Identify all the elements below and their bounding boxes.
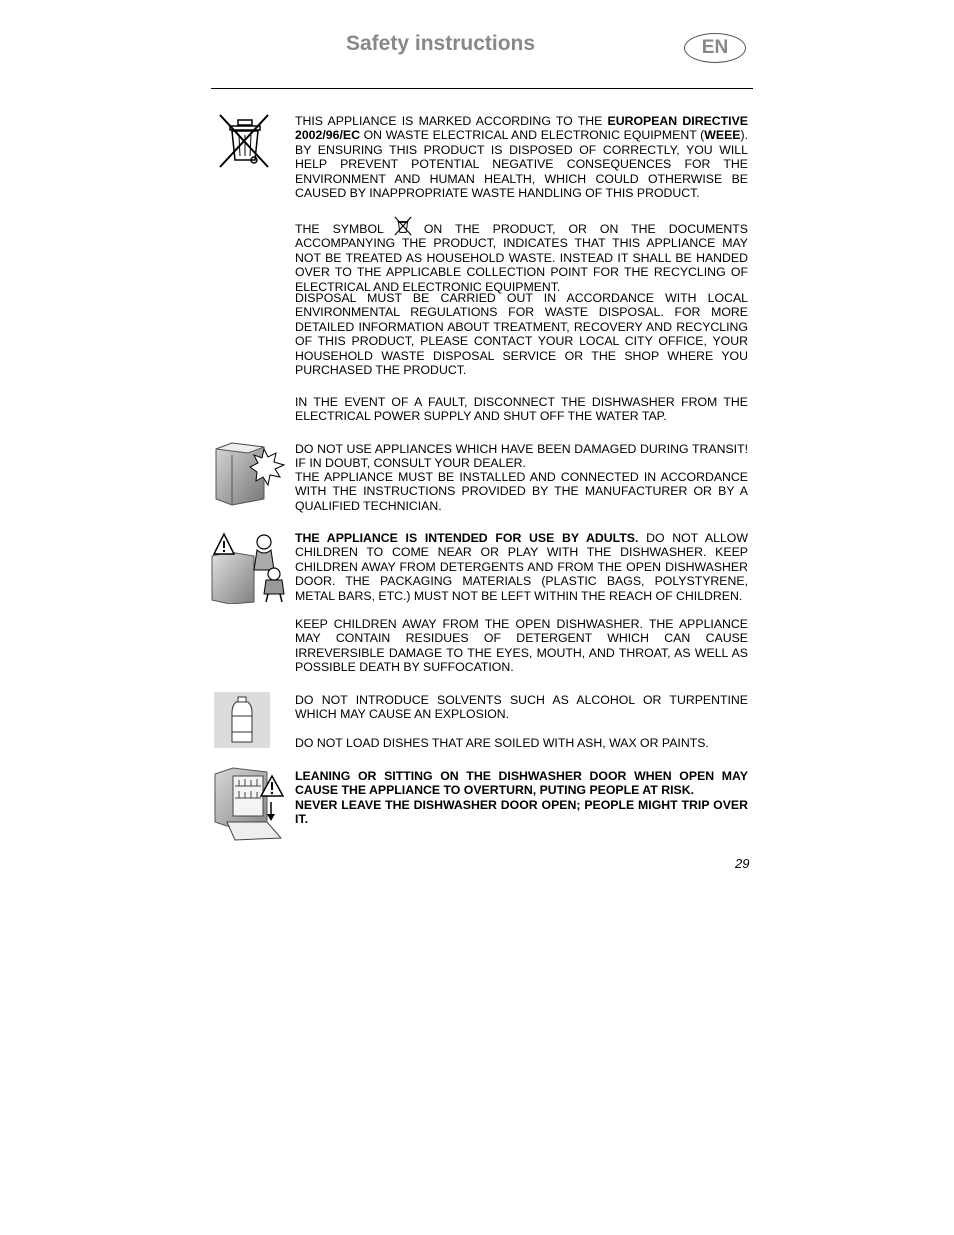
solvents-paragraph-1: DO NOT INTRODUCE SOLVENTS SUCH AS ALCOHOL OR TURPENTINE WHICH MAY CAUSE AN EXPLOSION. (295, 693, 748, 722)
children-warning-icon (210, 530, 286, 604)
transit-paragraph-2: THE APPLIANCE MUST BE INSTALLED AND CONNECTED IN ACCORDANCE WITH THE INSTRUCTIONS PROVIDED BY THE MANUFACTURER OR BY A QUALIFIED TECHNICIAN. (295, 470, 748, 513)
children-paragraph-2: KEEP CHILDREN AWAY FROM THE OPEN DISHWASHER. THE APPLIANCE MAY CONTAIN RESIDUES OF DETERGENT WHICH CAN CAUSE IRREVERSIBLE DAMAGE TO THE EYES, MOUTH, AND THROAT, AS WELL AS POSSIBLE DEATH BY SUFFOCATION. (295, 617, 748, 675)
solvents-paragraph-2: DO NOT LOAD DISHES THAT ARE SOILED WITH ASH, WAX OR PAINTS. (295, 736, 709, 750)
open-door-warning-icon (211, 766, 287, 842)
weee-paragraph-1: THIS APPLIANCE IS MARKED ACCORDING TO THE EUROPEAN DIRECTIVE 2002/96/EC ON WASTE ELECTRICAL AND ELECTRONIC EQUIPMENT (WEEE). BY ENSURING THIS PRODUCT IS DISPOSED OF CORRECTLY, YOU WILL HELP PREVENT POTENTIAL NEGATIVE CONSEQUENCES FOR THE ENVIRONMENT AND HUMAN HEALTH, WHICH COULD OTHERWISE BE CAUSED BY INAPPROPRIATE WASTE HANDLING OF THIS PRODUCT. (295, 114, 748, 201)
small-wheelie-bin-icon (392, 216, 414, 236)
damaged-appliance-icon (212, 439, 286, 509)
transit-paragraph-1: DO NOT USE APPLIANCES WHICH HAVE BEEN DAMAGED DURING TRANSIT! IF IN DOUBT, CONSULT YOUR DEALER. (295, 442, 748, 471)
weee-paragraph-2: THE SYMBOL ON THE PRODUCT, OR ON THE DOCUMENTS ACCOMPANYING THE PRODUCT, INDICATES THAT THIS APPLIANCE MAY NOT BE TREATED AS HOUSEHOLD WASTE. INSTEAD IT SHALL BE HANDED OVER TO THE APPLICABLE COLLECTION POINT FOR THE RECYCLING OF ELECTRICAL AND ELECTRONIC EQUIPMENT. (295, 216, 748, 294)
children-paragraph-1: THE APPLIANCE IS INTENDED FOR USE BY ADULTS. DO NOT ALLOW CHILDREN TO COME NEAR OR PLAY WITH THE DISHWASHER. KEEP CHILDREN AWAY FROM DETERGENTS AND FROM THE OPEN DISHWASHER DOOR. THE PACKAGING MATERIALS (PLASTIC BAGS, POLYSTYRENE, METAL BARS, ETC.) MUST NOT BE LEFT WITHIN THE REACH OF CHILDREN. (295, 531, 748, 603)
page-title: Safety instructions (346, 32, 536, 55)
language-badge: EN (684, 33, 746, 63)
solvent-bottle-icon (214, 692, 270, 748)
page-number: 29 (735, 856, 750, 871)
door-paragraph-1: LEANING OR SITTING ON THE DISHWASHER DOOR WHEN OPEN MAY CAUSE THE APPLIANCE TO OVERTURN, PUTING PEOPLE AT RISK. (295, 769, 748, 798)
crossed-out-wheelie-bin-icon (216, 112, 272, 170)
door-paragraph-2: NEVER LEAVE THE DISHWASHER DOOR OPEN; PEOPLE MIGHT TRIP OVER IT. (295, 798, 748, 827)
fault-paragraph: IN THE EVENT OF A FAULT, DISCONNECT THE DISHWASHER FROM THE ELECTRICAL POWER SUPPLY AND SHUT OFF THE WATER TAP. (295, 395, 748, 424)
header-divider (211, 88, 753, 89)
weee-paragraph-3: DISPOSAL MUST BE CARRIED OUT IN ACCORDANCE WITH LOCAL ENVIRONMENTAL REGULATIONS FOR WASTE DISPOSAL. FOR MORE DETAILED INFORMATION ABOUT TREATMENT, RECOVERY AND RECYCLING OF THIS PRODUCT, PLEASE CONTACT YOUR LOCAL CITY OFFICE, YOUR HOUSEHOLD WASTE DISPOSAL SERVICE OR THE SHOP WHERE YOU PURCHASED THE PRODUCT. (295, 291, 748, 378)
